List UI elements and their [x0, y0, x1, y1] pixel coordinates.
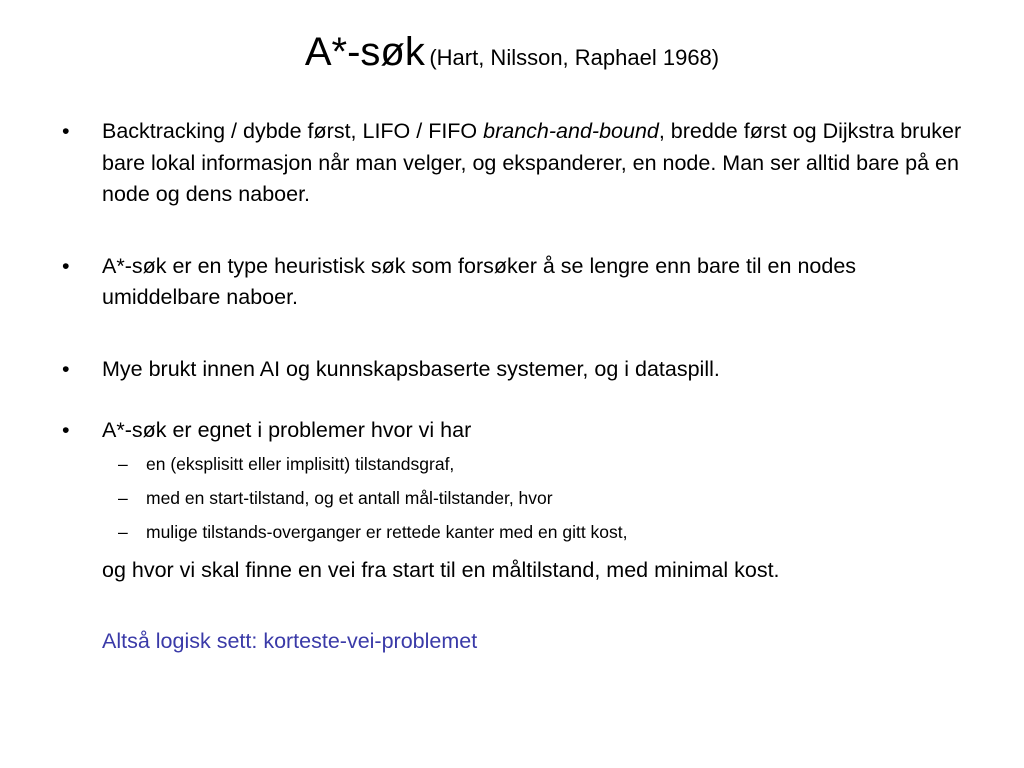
conclusion-text: Altså logisk sett: korteste-vei-problemet	[102, 629, 478, 653]
bullet-text-end: , bredde først og Dijkstra bruker bare lokal informasjon når man velger, og ekspanderer, en node. Man ser alltid bare på en node og dens naboer.	[102, 119, 962, 206]
bullet-icon: •	[62, 356, 70, 381]
bullet-icon: •	[62, 418, 70, 442]
bullet-text: A*-søk er egnet i problemer hvor vi har	[102, 418, 472, 442]
slide-body	[62, 116, 972, 658]
sub-item	[62, 515, 972, 549]
bullet-icon: •	[62, 119, 70, 143]
dash-icon: –	[118, 453, 128, 474]
sub-item	[62, 447, 972, 481]
bullet-item	[62, 116, 972, 211]
bullet-text: A*-søk er en type heuristisk søk som forsøker å se lengre enn bare til en nodes umiddelbare naboer.	[102, 253, 857, 309]
bullet-item	[62, 354, 972, 386]
bullet-text: Mye brukt innen AI og kunnskapsbaserte systemer, og i dataspill.	[102, 356, 720, 381]
bullet-text-emphasis: branch-and-bound	[483, 119, 659, 143]
title-main: A*-søk	[304, 30, 425, 74]
sub-item-text: mulige tilstands-overganger er rettede kanter med en gitt kost,	[146, 521, 628, 542]
bullet-icon: •	[62, 253, 70, 278]
dash-icon: –	[118, 521, 128, 542]
sub-item-text: en (eksplisitt eller implisitt) tilstandsgraf,	[146, 453, 455, 474]
bullet-item	[62, 251, 972, 314]
sub-item-text: med en start-tilstand, og et antall mål-tilstander, hvor	[146, 487, 553, 508]
bullet-text-start: Backtracking / dybde først, LIFO / FIFO	[102, 119, 484, 143]
title-subtitle: (Hart, Nilsson, Raphael 1968)	[429, 45, 720, 70]
sub-item	[62, 481, 972, 515]
slide-title	[0, 30, 1024, 75]
bullet-item	[62, 415, 972, 447]
continuation-text: og hvor vi skal finne en vei fra start til en måltilstand, med minimal kost.	[102, 557, 780, 582]
dash-icon: –	[118, 487, 128, 508]
